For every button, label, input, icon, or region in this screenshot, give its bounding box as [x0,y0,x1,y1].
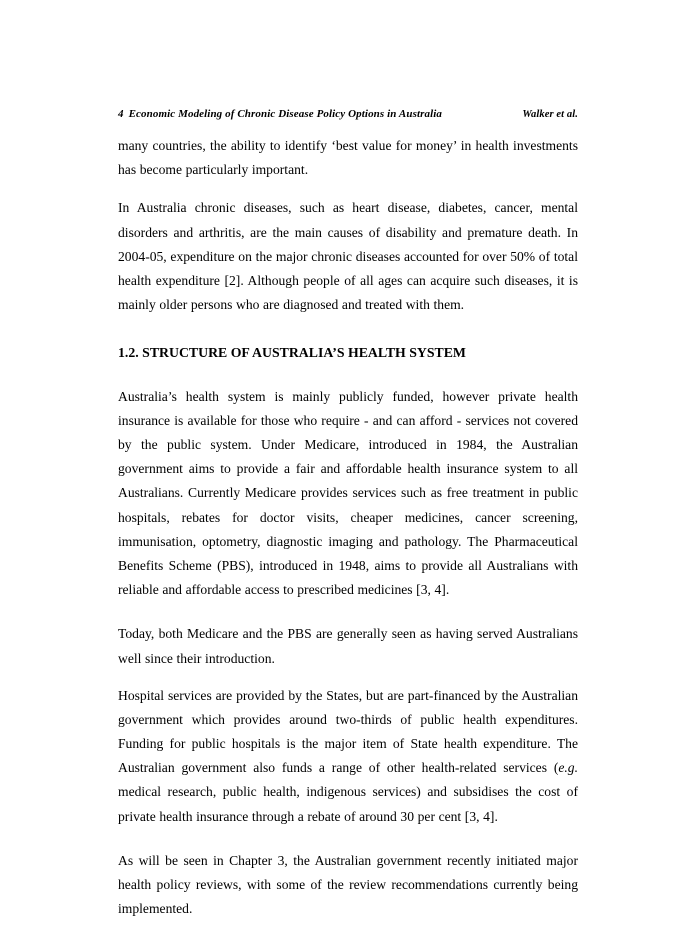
paragraph-hospital-services [118,684,578,829]
running-head-authors: Walker et al. [522,109,578,120]
paragraph-intro-continued: many countries, the ability to identify ‘best value for money’ in health investments has become particularly important. [118,138,578,178]
page-number: 4 [118,108,124,120]
hospital-text-part1: Hospital services are provided by the States, but are part-financed by the Australian government which provides around two-thirds of public health expenditures. Funding for public hospitals is the major item of State health expenditure. The Australian government also funds a range of other health-related services ( [118,687,578,776]
paragraph-medicare-pbs: Today, both Medicare and the PBS are generally seen as having served Australians well since their introduction. [118,626,578,666]
running-head-left [118,108,442,120]
paragraph-policy-reviews: As will be seen in Chapter 3, the Australian government recently initiated major health policy reviews, with some of the review recommendations currently being implemented. [118,852,578,917]
running-head-title: Economic Modeling of Chronic Disease Policy Options in Australia [128,108,443,120]
running-head [118,108,578,120]
page-content [118,108,578,935]
paragraph-chronic-disease: In Australia chronic diseases, such as heart disease, diabetes, cancer, mental disorders and arthritis, are the main causes of disability and premature death. In 2004-05, expenditure on the major chronic diseases accounted for over 50% of total health expenditure [2]. Although people of all ages can acquire such diseases, it is mainly older persons who are diagnosed and treated with them. [118,200,578,313]
hospital-text-italic: e.g. [558,760,578,776]
hospital-text-part2: medical research, public health, indigenous services) and subsidises the cost of private health insurance through a rebate of around 30 per cent [3, 4]. [118,784,578,824]
paragraph-health-system: Australia’s health system is mainly publicly funded, however private health insurance is available for those who require - and can afford - services not covered by the public system. Under Medicare, introduced in 1984, the Australian government aims to provide a fair and affordable health insurance system to all Australians. Currently Medicare provides services such as free treatment in public hospitals, rebates for doctor visits, cheaper medicines, cancer screening, immunisation, optometry, diagnostic imaging and pathology. The Pharmaceutical Benefits Scheme (PBS), introduced in 1948, aims to provide all Australians with reliable and affordable access to prescribed medicines [3, 4]. [118,388,578,598]
section-heading: 1.2. STRUCTURE OF AUSTRALIA’S HEALTH SYSTEM [118,345,466,361]
